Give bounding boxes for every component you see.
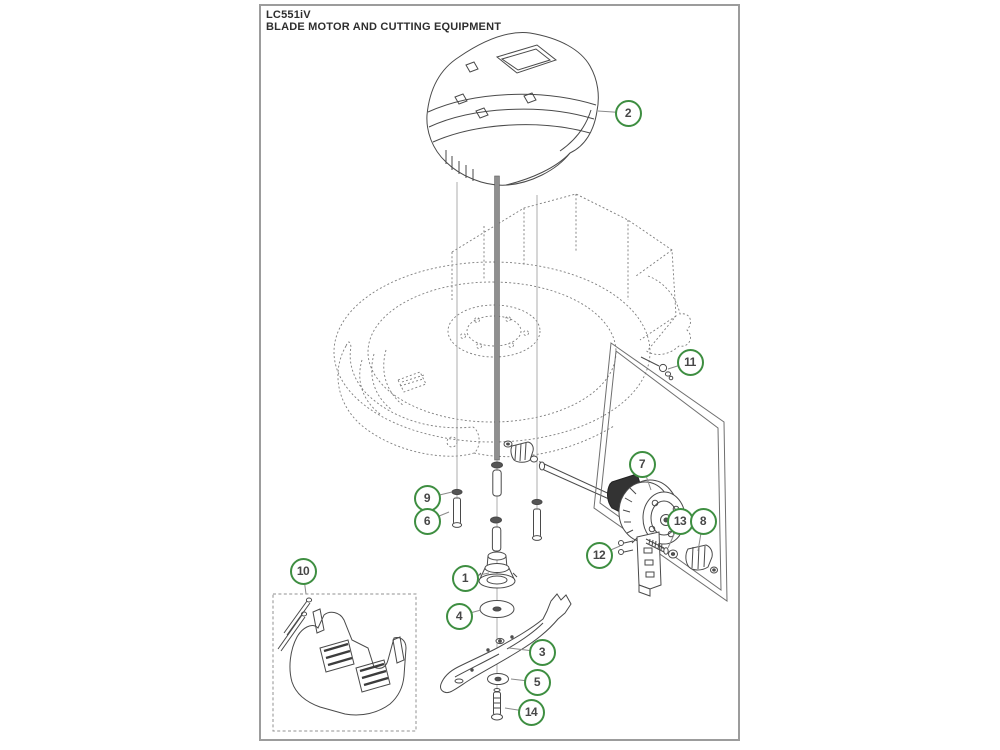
callout-2[interactable]: 2 bbox=[615, 100, 642, 127]
callout-8[interactable]: 8 bbox=[690, 508, 717, 535]
callout-3[interactable]: 3 bbox=[529, 639, 556, 666]
callout-11[interactable]: 11 bbox=[677, 349, 704, 376]
callout-13[interactable]: 13 bbox=[667, 508, 694, 535]
callout-1[interactable]: 1 bbox=[452, 565, 479, 592]
callout-10[interactable]: 10 bbox=[290, 558, 317, 585]
callout-12[interactable]: 12 bbox=[586, 542, 613, 569]
callout-9[interactable]: 9 bbox=[414, 485, 441, 512]
diagram-model-code: LC551iV bbox=[266, 9, 311, 21]
callout-4[interactable]: 4 bbox=[446, 603, 473, 630]
diagram-title: BLADE MOTOR AND CUTTING EQUIPMENT bbox=[266, 21, 502, 33]
callout-14[interactable]: 14 bbox=[518, 699, 545, 726]
callout-6[interactable]: 6 bbox=[414, 508, 441, 535]
callout-5[interactable]: 5 bbox=[524, 669, 551, 696]
callout-7[interactable]: 7 bbox=[629, 451, 656, 478]
